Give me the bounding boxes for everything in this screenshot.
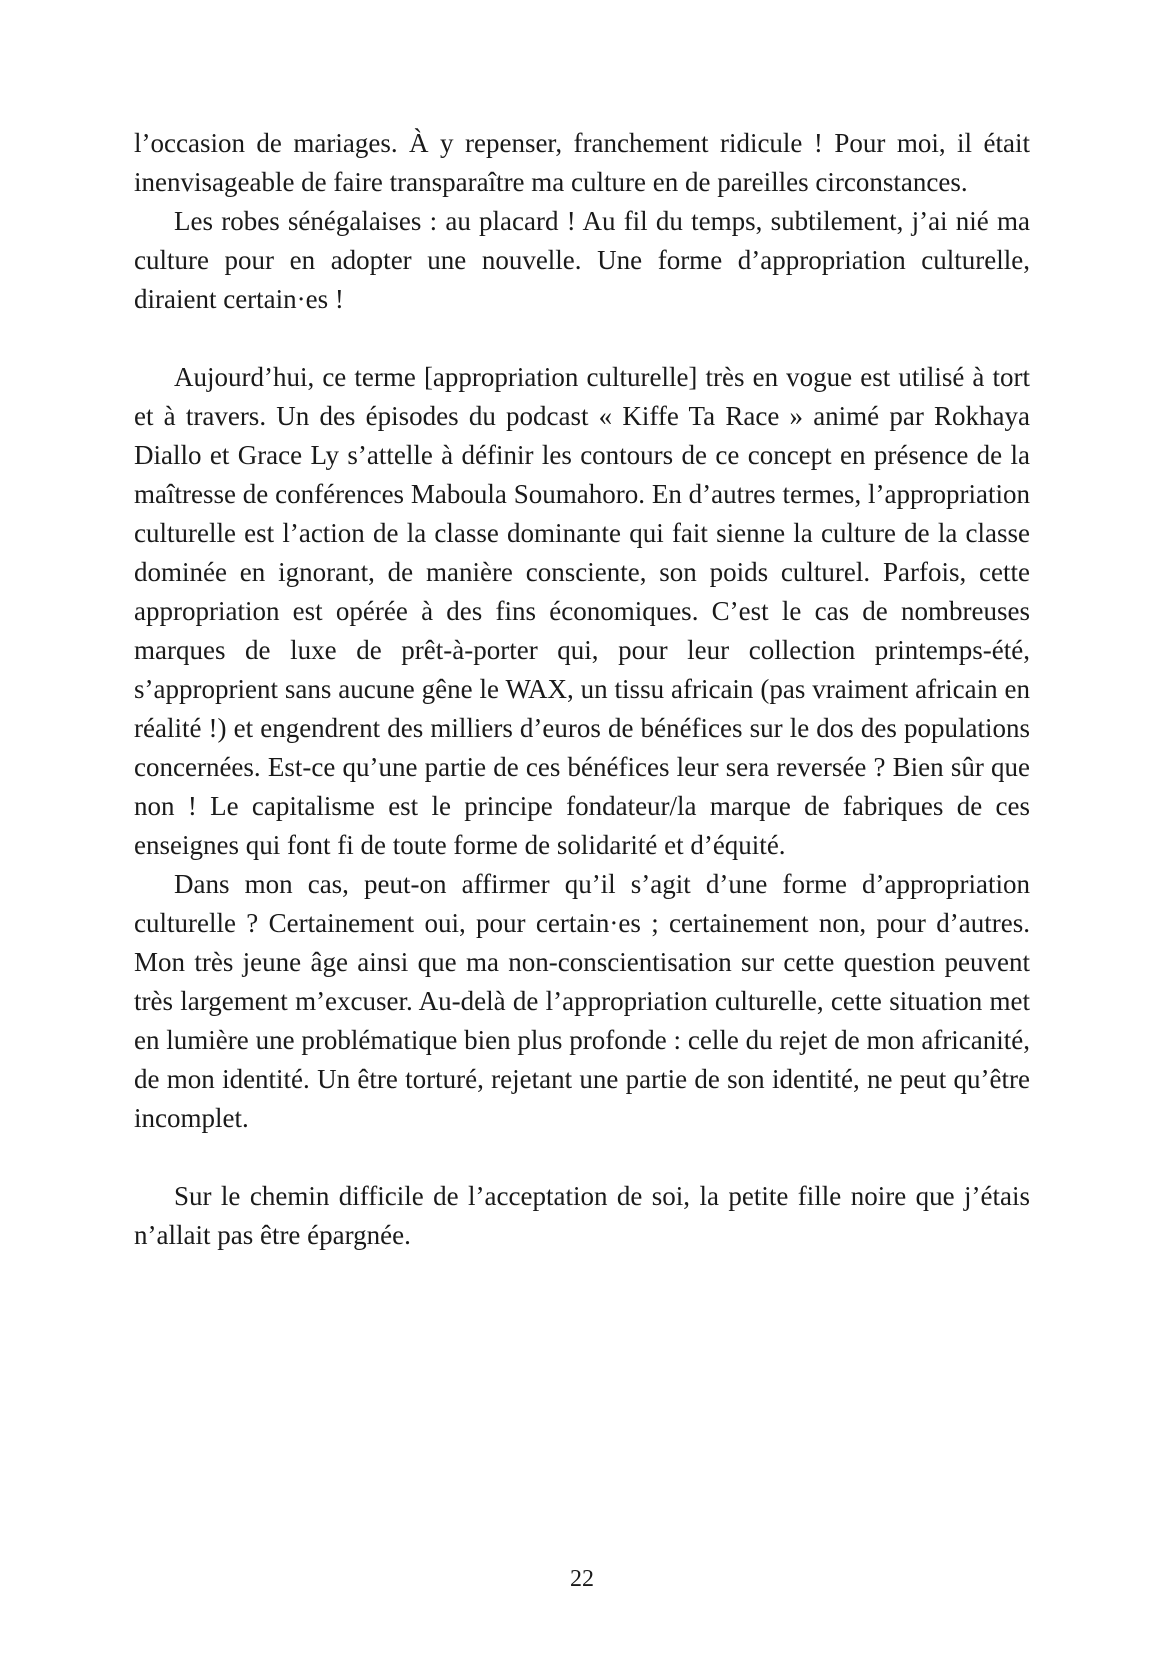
- paragraph: Sur le chemin difficile de l’acceptation de soi, la petite fille noire que j’étais n’allait pas être épargnée.: [134, 1181, 1030, 1250]
- paragraph: Les robes sénégalaises : au placard ! Au fil du temps, subtilement, j’ai nié ma culture pour en adopter une nouvelle. Une forme d’appropriation culturelle, diraient certain·es !: [134, 206, 1030, 314]
- paragraph-continuation: l’occasion de mariages. À y repenser, franchement ridicule ! Pour moi, il était inenvisageable de faire transparaître ma culture en de pareilles circonstances.: [134, 128, 1030, 197]
- paragraph: Dans mon cas, peut-on affirmer qu’il s’agit d’une forme d’appropriation culturelle ? Certainement oui, pour certain·es ; certainement non, pour d’autres. Mon très jeune âge ainsi que ma non-conscientisation sur cette question peuvent très largement m’excuser. Au-delà de l’appropriation culturelle, cette situation met en lumière une problématique bien plus profonde : celle du rejet de mon africanité, de mon identité. Un être torturé, rejetant une partie de son identité, ne peut qu’être incomplet.: [134, 869, 1030, 1133]
- page-number: 22: [570, 1566, 594, 1592]
- paragraph: Aujourd’hui, ce terme [appropriation culturelle] très en vogue est utilisé à tort et à travers. Un des épisodes du podcast « Kiffe Ta Race » animé par Rokhaya Diallo et Grace Ly s’attelle à définir les contours de ce concept en présence de la maîtresse de conférences Maboula Soumahoro. En d’autres termes, l’appropriation culturelle est l’action de la classe dominante qui fait sienne la culture de la classe dominée en ignorant, de manière consciente, son poids culturel. Parfois, cette appropriation est opérée à des fins économiques. C’est le cas de nombreuses marques de luxe de prêt-à-porter qui, pour leur collection printemps-été, s’approprient sans aucune gêne le WAX, un tissu africain (pas vraiment africain en réalité !) et engendrent des milliers d’euros de bénéfices sur le dos des populations concernées. Est-ce qu’une partie de ces bénéfices leur sera reversée ? Bien sûr que non ! Le capitalisme est le principe fondateur/la marque de fabriques de ces enseignes qui font fi de toute forme de solidarité et d’équité.: [134, 362, 1030, 860]
- body-text: [134, 124, 1030, 1255]
